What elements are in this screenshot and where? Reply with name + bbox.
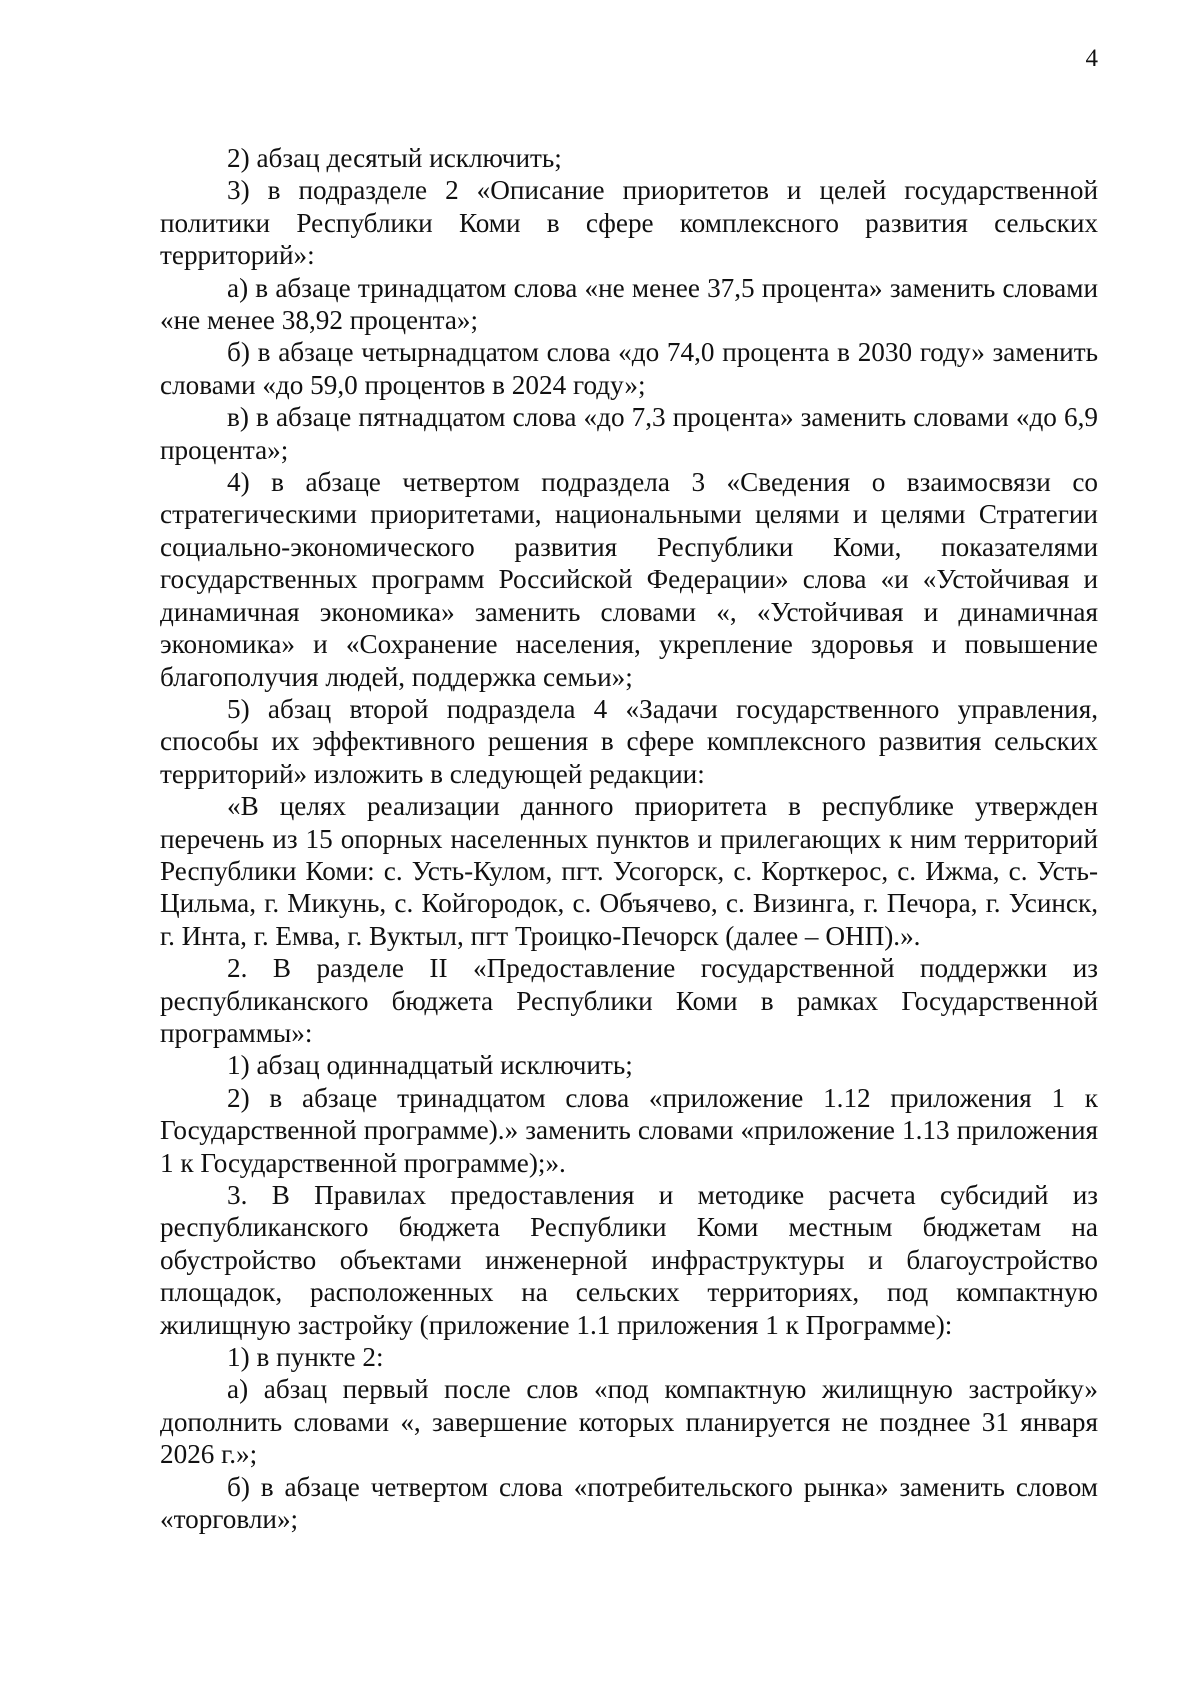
document-body — [160, 142, 1098, 1535]
paragraph: 4) в абзаце четвертом подраздела 3 «Сведения о взаимосвязи со стратегическими приоритетами, национальными целями и целями Стратегии социально-экономического развития Республики Коми, показателями государственных программ Российской Федерации» слова «и «Устойчивая и динамичная экономика» заменить словами «, «Устойчивая и динамичная экономика» и «Сохранение населения, укрепление здоровья и повышение благополучия людей, поддержка семьи»; — [160, 467, 1098, 692]
paragraph: а) в абзаце тринадцатом слова «не менее 37,5 процента» заменить словами «не менее 38,92 процента»; — [160, 272, 1098, 336]
paragraph: б) в абзаце четырнадцатом слова «до 74,0 процента в 2030 году» заменить словами «до 59,0 процентов в 2024 году»; — [160, 337, 1098, 400]
paragraph: 1) абзац одиннадцатый исключить; — [227, 1050, 633, 1081]
paragraph: а) абзац первый после слов «под компактную жилищную застройку» дополнить словами «, завершение которых планируется не позднее 31 января 2026 г.»; — [160, 1374, 1098, 1470]
paragraph: 3) в подразделе 2 «Описание приоритетов и целей государственной политики Республики Коми в сфере комплексного развития сельских территорий»: — [160, 175, 1098, 271]
page-number: 4 — [1085, 45, 1098, 72]
paragraph: 1) в пункте 2: — [227, 1342, 384, 1373]
paragraph: 2. В разделе II «Предоставление государственной поддержки из республиканского бюджета Республики Коми в рамках Государственной программы»: — [160, 953, 1098, 1048]
paragraph: 2) абзац десятый исключить; — [227, 143, 562, 173]
paragraph: 5) абзац второй подраздела 4 «Задачи государственного управления, способы их эффективного решения в сфере комплексного развития сельских территорий» изложить в следующей редакции: — [160, 693, 1098, 789]
paragraph: 3. В Правилах предоставления и методике расчета субсидий из республиканского бюджета Республики Коми местным бюджетам на обустройство объектами инженерной инфраструктуры и благоустройство площадок, расположенных на сельских территориях, под компактную жилищную застройку (приложение 1.1 приложения 1 к Программе): — [160, 1180, 1098, 1340]
paragraph: в) в абзаце пятнадцатом слова «до 7,3 процента» заменить словами «до 6,9 процента»; — [160, 402, 1098, 465]
paragraph: б) в абзаце четвертом слова «потребительского рынка» заменить словом «торговли»; — [160, 1471, 1098, 1535]
paragraph: «В целях реализации данного приоритета в республике утвержден перечень из 15 опорных населенных пунктов и прилегающих к ним территорий Республики Коми: с. Усть-Кулом, пгт. Усогорск, с. Корткерос, с. Ижма, с. Усть-Цильма, г. Микунь, с. Койгородок, с. Объячево, с. Визинга, г. Печора, г. Усинск, г. Инта, г. Емва, г. Вуктыл, пгт Троицко-Печорск (далее – ОНП).». — [160, 791, 1098, 951]
paragraph: 2) в абзаце тринадцатом слова «приложение 1.12 приложения 1 к Государственной программе).» заменить словами «приложение 1.13 приложения 1 к Государственной программе);». — [160, 1082, 1098, 1178]
